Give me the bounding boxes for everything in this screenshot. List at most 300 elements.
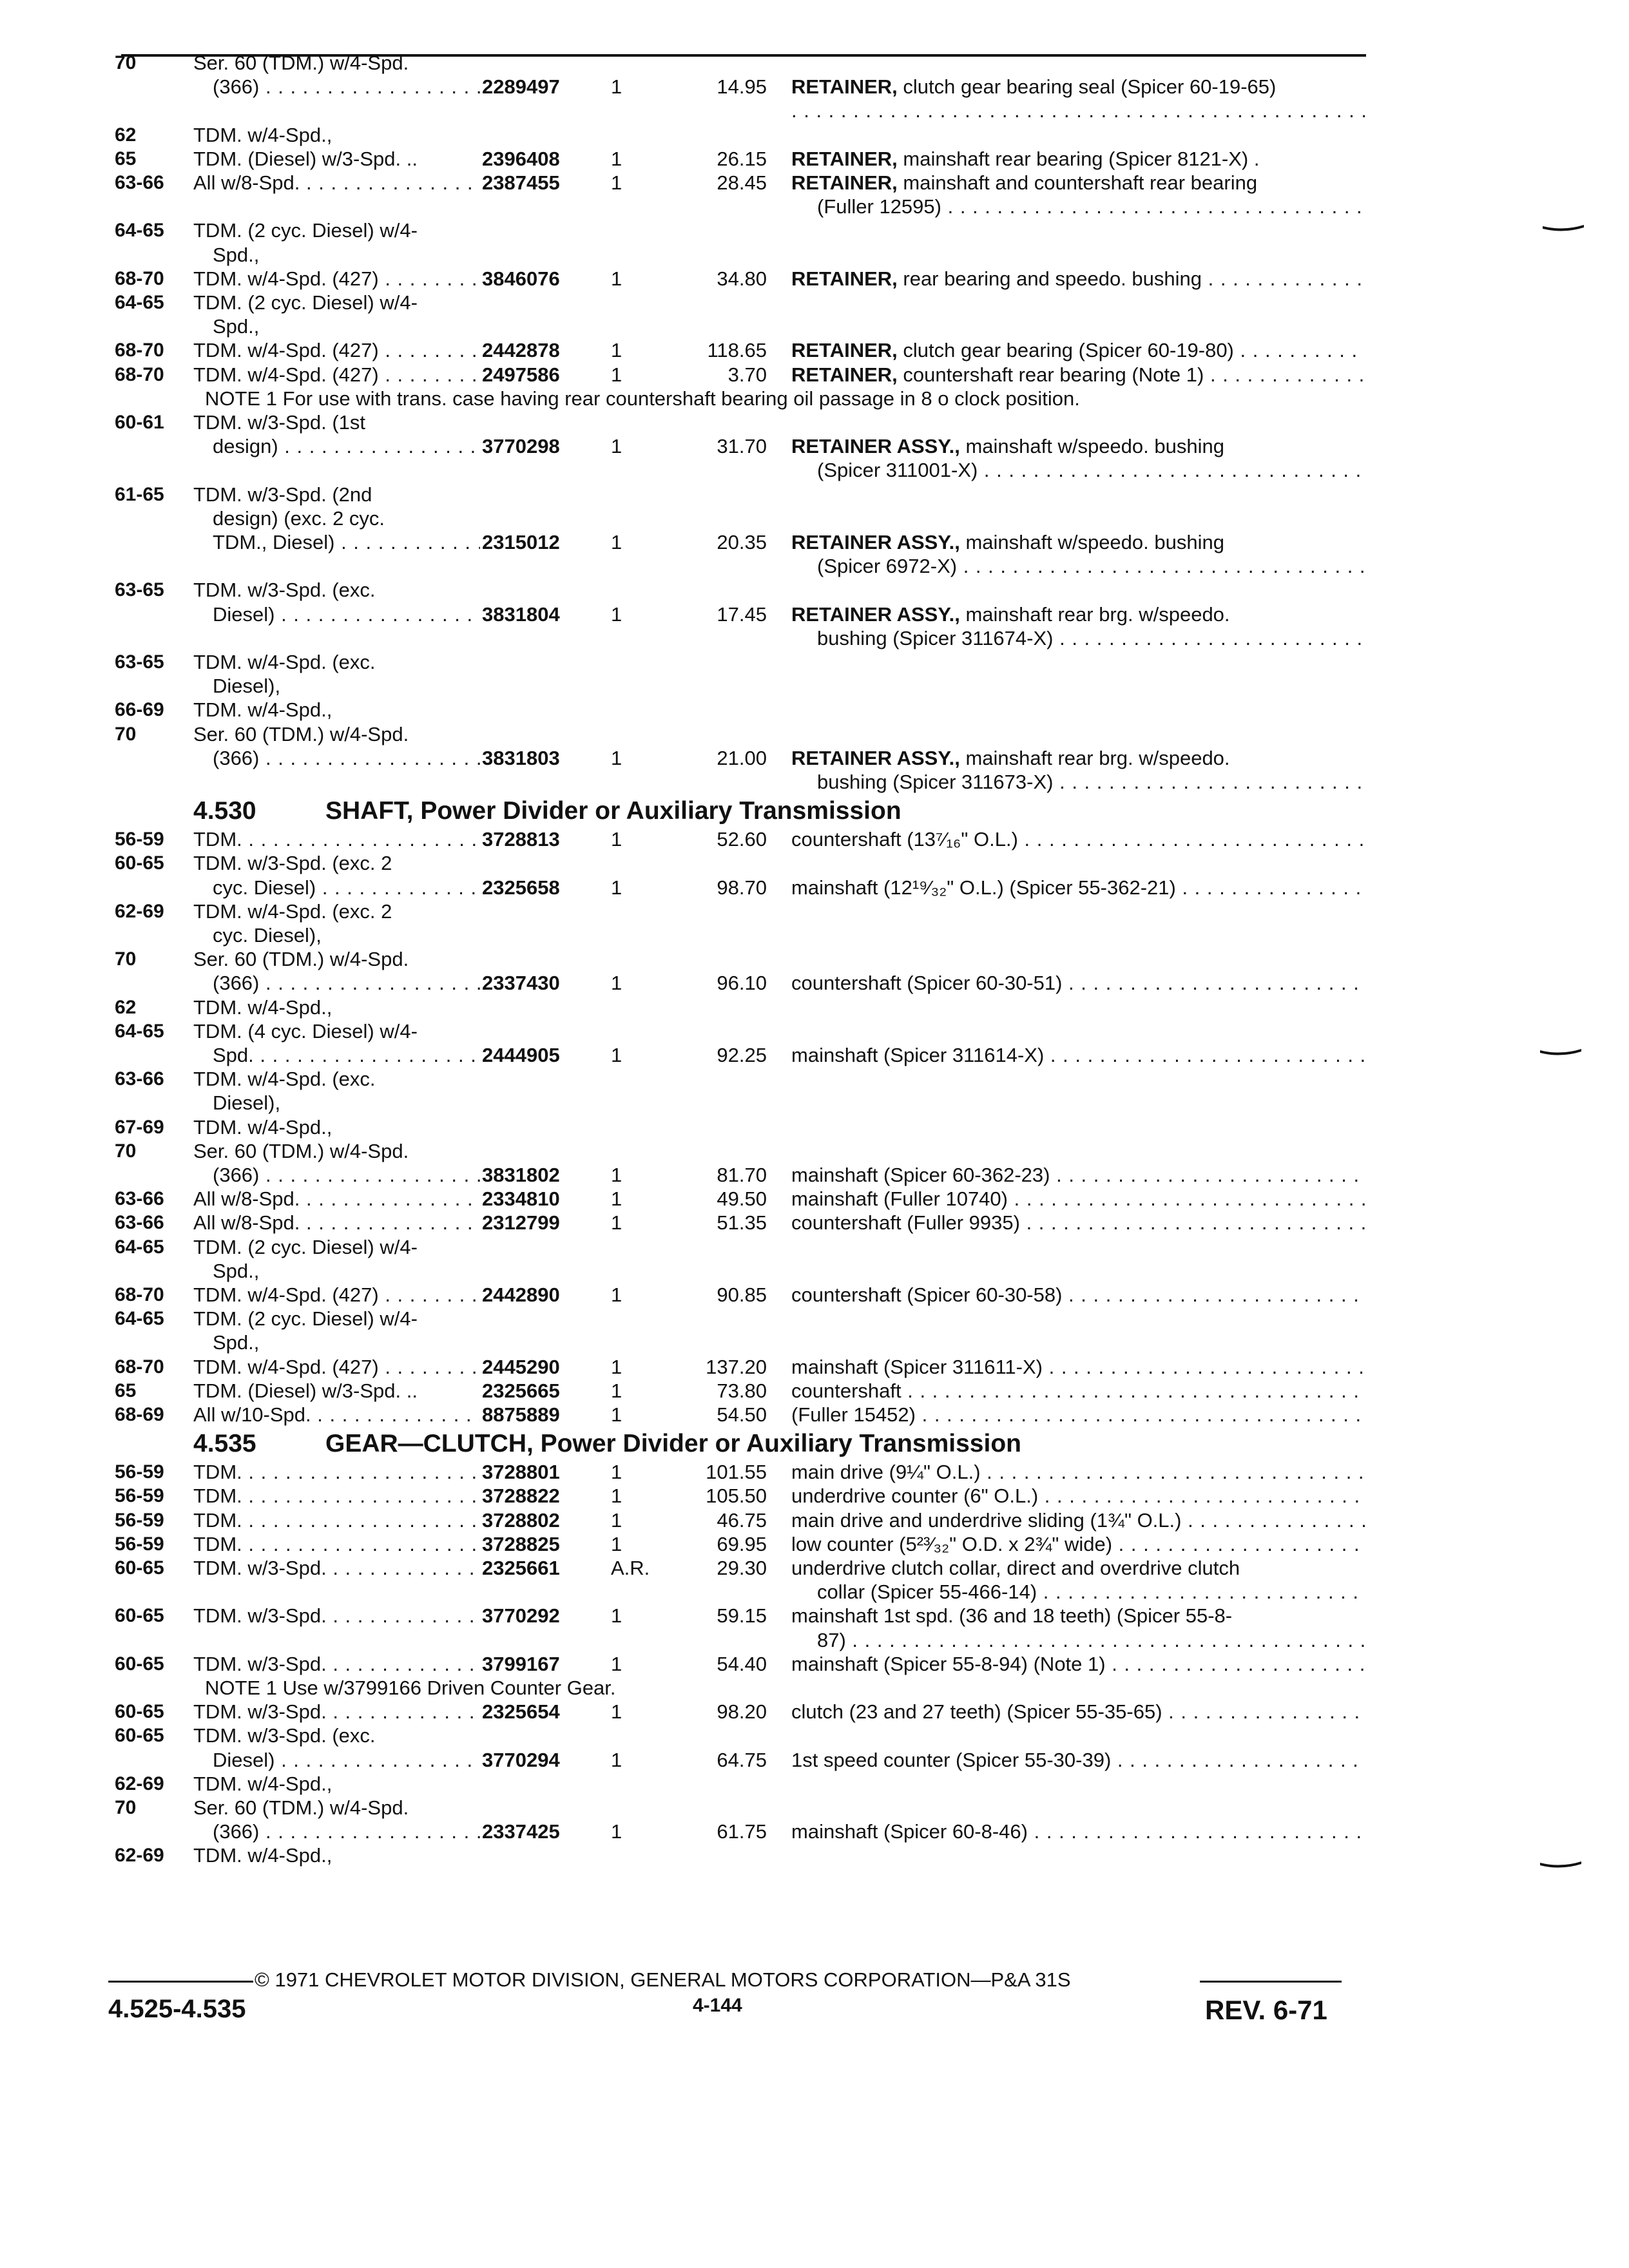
description-text: mainshaft rear brg. w/speedo. (959, 746, 1230, 769)
application (193, 1115, 480, 1140)
price: 59.15 (717, 1604, 767, 1628)
price: 52.60 (717, 828, 767, 851)
description-line (791, 1210, 1365, 1236)
model-years: 56-59 (115, 1485, 164, 1507)
application-text: TDM. w/3-Spd. (exc. (193, 579, 376, 602)
description-line (791, 1354, 1365, 1380)
model-years: 60-65 (115, 1605, 164, 1627)
model-years: 60-65 (115, 1701, 164, 1723)
description-line (791, 1747, 1365, 1773)
description-text: (Spicer 6972-X) (817, 555, 958, 578)
model-years: 63-65 (115, 651, 164, 673)
price: 81.70 (717, 1164, 767, 1186)
description (817, 626, 1365, 651)
model-years: 63-65 (115, 579, 164, 601)
footer-revision: REV. 6-71 (1205, 1995, 1327, 2025)
description-text: mainshaft (Spicer 55-8-94) (Note 1) (791, 1652, 1106, 1675)
part-name: RETAINER, (791, 267, 898, 290)
model-years: 63-66 (115, 1068, 164, 1090)
application (213, 1090, 480, 1116)
model-years: 68-70 (115, 363, 164, 385)
price: 21.00 (717, 746, 767, 769)
description (791, 602, 1365, 628)
quantity: 1 (611, 1604, 622, 1628)
application-text: TDM. . . . (193, 1508, 480, 1533)
application (213, 1747, 480, 1773)
model-years: 60-61 (115, 412, 164, 433)
application (193, 1210, 480, 1236)
application (193, 122, 480, 148)
application-text: TDM., Diesel) . . . (213, 530, 480, 555)
footer-rule-left (108, 1981, 253, 1983)
description (817, 553, 1365, 579)
application-text: TDM. (2 cyc. Diesel) w/4- (193, 1307, 418, 1331)
part-number: 2445290 (482, 1355, 560, 1378)
model-years: 56-59 (115, 1533, 164, 1555)
application-text: TDM. (Diesel) w/3-Spd. .. (193, 1379, 418, 1402)
description-text: 87) (817, 1628, 846, 1651)
part-number: 8875889 (482, 1403, 560, 1426)
application (193, 266, 480, 292)
part-name: RETAINER ASSY., (791, 531, 960, 553)
description-text: mainshaft and countershaft rear bearing (897, 171, 1258, 194)
application (213, 1330, 480, 1356)
description-line (791, 602, 1365, 628)
application (213, 923, 480, 948)
application-text: TDM. w/4-Spd., (193, 698, 333, 722)
description-text: mainshaft w/speedo. bushing (959, 531, 1224, 553)
description-line (791, 1699, 1365, 1725)
application-text: Spd., (213, 1259, 260, 1282)
description-text: underdrive clutch collar, direct and overdrive clutch (791, 1557, 1240, 1579)
model-years: 68-70 (115, 340, 164, 361)
application (193, 1603, 480, 1629)
part-name: RETAINER, (791, 339, 898, 362)
model-years: 60-65 (115, 852, 164, 874)
application (213, 970, 480, 996)
description (791, 338, 1365, 363)
description-line (791, 74, 1365, 100)
description-line (791, 1819, 1365, 1845)
description (791, 74, 1365, 100)
description (791, 1282, 1365, 1308)
application-text: TDM. . . . (193, 1532, 480, 1557)
application-text: TDM. w/3-Spd. (exc. 2 (193, 852, 392, 875)
application-text: TDM. . . . (193, 827, 480, 852)
price: 137.20 (706, 1355, 767, 1378)
description (791, 745, 1365, 771)
description-line (791, 1483, 1365, 1509)
price: 46.75 (717, 1508, 767, 1532)
description-line (791, 1186, 1365, 1212)
description-line (791, 1603, 1365, 1629)
price: 90.85 (717, 1283, 767, 1306)
application (193, 1555, 480, 1581)
model-years: 68-69 (115, 1404, 164, 1425)
description-line (791, 1402, 1365, 1428)
application (193, 338, 480, 363)
model-years: 70 (115, 948, 137, 970)
price: 98.20 (717, 1700, 767, 1724)
price: 105.50 (706, 1485, 767, 1508)
description-text: collar (Spicer 55-466-14) (817, 1581, 1037, 1604)
quantity: 1 (611, 171, 622, 194)
description-text: rear bearing and speedo. bushing (897, 267, 1202, 290)
application (213, 506, 480, 532)
application (193, 50, 480, 76)
description (791, 1459, 1365, 1485)
section-title: GEAR—CLUTCH, Power Divider or Auxiliary Transmission (325, 1430, 1021, 1458)
application (193, 1483, 480, 1509)
model-years: 70 (115, 1797, 137, 1818)
application-text: design) (exc. 2 cyc. (213, 506, 385, 530)
model-years: 63-66 (115, 172, 164, 193)
quantity: 1 (611, 1485, 622, 1508)
application (213, 602, 480, 628)
quantity: 1 (611, 602, 622, 626)
model-years: 64-65 (115, 292, 164, 313)
description-text: mainshaft w/speedo. bushing (959, 435, 1224, 458)
application-text: TDM. (4 cyc. Diesel) w/4- (193, 1019, 418, 1043)
description-text: (Fuller 15452) (791, 1403, 916, 1426)
price: 54.40 (717, 1652, 767, 1675)
part-number: 2396408 (482, 147, 560, 170)
quantity: 1 (611, 1283, 622, 1306)
quantity: 1 (611, 1379, 622, 1402)
description-text: clutch gear bearing seal (Spicer 60-19-65) (897, 75, 1277, 99)
model-years: 64-65 (115, 1308, 164, 1330)
part-number: 3770292 (482, 1604, 560, 1628)
application-text: Diesel) . . . (213, 1747, 480, 1773)
model-years: 64-65 (115, 1236, 164, 1258)
quantity: 1 (611, 746, 622, 769)
application (193, 1235, 480, 1260)
application (193, 170, 480, 196)
application-text: TDM. w/3-Spd. . . . (193, 1555, 480, 1581)
description-line (791, 1555, 1365, 1581)
application-text: TDM. w/4-Spd., (193, 1115, 333, 1139)
application-text: (366) . . . (213, 74, 480, 100)
application-text: TDM. w/3-Spd. (exc. (193, 1724, 376, 1747)
model-years: 56-59 (115, 829, 164, 850)
part-number: 2337425 (482, 1820, 560, 1843)
part-number: 2325661 (482, 1557, 560, 1579)
description-text: mainshaft rear brg. w/speedo. (959, 602, 1230, 626)
part-number: 3770298 (482, 435, 560, 458)
application-text: Ser. 60 (TDM.) w/4-Spd. (193, 722, 409, 745)
application (193, 1771, 480, 1797)
part-number: 3728822 (482, 1485, 560, 1508)
description (791, 1699, 1365, 1725)
part-number: 2289497 (482, 75, 560, 99)
model-years: 62 (115, 124, 137, 146)
description (791, 266, 1365, 292)
description-line (791, 1459, 1365, 1485)
application (213, 434, 480, 459)
application-text: TDM. w/4-Spd., (193, 1844, 333, 1867)
description-text: mainshaft (Fuller 10740) (791, 1187, 1008, 1211)
application-text: All w/8-Spd. . . . (193, 1186, 480, 1212)
footer-section-range: 4.525-4.535 (108, 1995, 246, 2023)
application-text: TDM. (2 cyc. Diesel) w/4- (193, 1235, 418, 1258)
application-text: (366) . . . (213, 970, 480, 996)
model-years: 70 (115, 1140, 137, 1162)
application-text: TDM. w/4-Spd., (193, 1772, 333, 1795)
description-line (817, 457, 1365, 483)
part-number: 3728813 (482, 828, 560, 851)
description-text: clutch (23 and 27 teeth) (Spicer 55-35-65) (791, 1700, 1162, 1724)
application-text: TDM. w/4-Spd. (427) . . . (193, 1354, 480, 1380)
part-number: 3728825 (482, 1532, 560, 1555)
application (193, 649, 480, 675)
application (213, 74, 480, 100)
application (193, 899, 480, 925)
model-years: 64-65 (115, 1020, 164, 1042)
description-line (791, 1282, 1365, 1308)
description-line (791, 266, 1365, 292)
price: 101.55 (706, 1461, 767, 1484)
part-number: 3728801 (482, 1461, 560, 1484)
model-years: 68-70 (115, 267, 164, 289)
description-line (791, 530, 1365, 555)
description (791, 1555, 1365, 1581)
application-text: (366) . . . (213, 1162, 480, 1188)
description-line (791, 434, 1365, 459)
application (193, 362, 480, 388)
price: 73.80 (717, 1379, 767, 1402)
application-text: TDM. . . . (193, 1459, 480, 1485)
quantity: A.R. (611, 1557, 650, 1579)
application (213, 673, 480, 699)
price: 51.35 (717, 1211, 767, 1235)
application-text: Ser. 60 (TDM.) w/4-Spd. (193, 52, 409, 74)
application-text: TDM. w/4-Spd. (427) . . . (193, 266, 480, 292)
application-text: Diesel), (213, 675, 281, 698)
application-text: TDM. w/3-Spd. . . . (193, 1603, 480, 1629)
quantity: 1 (611, 1820, 622, 1843)
description-text: countershaft (Spicer 60-30-58) (791, 1283, 1063, 1306)
part-number: 2334810 (482, 1187, 560, 1211)
application-text: Spd., (213, 315, 260, 338)
part-number: 3831802 (482, 1164, 560, 1186)
application (193, 1795, 480, 1821)
description (791, 98, 1365, 124)
binder-mark-1 (1543, 224, 1584, 233)
application (213, 1162, 480, 1188)
description-line (817, 1579, 1365, 1605)
part-number: 3728802 (482, 1508, 560, 1532)
description (817, 457, 1365, 483)
description-line (817, 194, 1365, 220)
description-line (817, 553, 1365, 579)
model-years: 62-69 (115, 1845, 164, 1867)
model-years: 68-70 (115, 1356, 164, 1378)
application (193, 1699, 480, 1725)
description-text: mainshaft rear bearing (Spicer 8121-X) . (897, 147, 1260, 170)
quantity: 1 (611, 363, 622, 386)
application (193, 947, 480, 972)
description-text: bushing (Spicer 311673-X) (817, 771, 1054, 793)
application (193, 1459, 480, 1485)
description-text: mainshaft (Spicer 60-362-23) (791, 1164, 1050, 1186)
price: 31.70 (717, 435, 767, 458)
section-number: 4.535 (193, 1430, 256, 1458)
application (213, 1819, 480, 1845)
model-years: 70 (115, 723, 137, 745)
application (193, 577, 480, 603)
quantity: 1 (611, 147, 622, 170)
part-number: 2444905 (482, 1044, 560, 1066)
application-text: Spd. . . . (213, 1043, 480, 1068)
description-line (791, 98, 1365, 124)
quantity: 1 (611, 876, 622, 899)
model-years: 65 (115, 148, 137, 169)
application-text: cyc. Diesel), (213, 924, 322, 947)
description-line (817, 769, 1365, 795)
price: 17.45 (717, 602, 767, 626)
description (791, 875, 1365, 901)
part-number: 2325665 (482, 1379, 560, 1402)
quantity: 1 (611, 1532, 622, 1555)
part-name: RETAINER, (791, 171, 898, 194)
application-text: TDM. w/4-Spd. (427) . . . (193, 338, 480, 363)
quantity: 1 (611, 1164, 622, 1186)
application (213, 242, 480, 268)
application (193, 1378, 480, 1404)
model-years: 60-65 (115, 1557, 164, 1579)
binder-mark-2 (1540, 1048, 1581, 1057)
application-text: TDM. w/4-Spd. (exc. 2 (193, 899, 392, 923)
quantity: 1 (611, 1044, 622, 1066)
part-number: 3799167 (482, 1652, 560, 1675)
part-name: RETAINER ASSY., (791, 435, 960, 458)
description (791, 170, 1365, 196)
price: 20.35 (717, 531, 767, 553)
application (213, 1258, 480, 1284)
model-years: 62-69 (115, 1773, 164, 1794)
application (213, 1043, 480, 1068)
price: 3.70 (728, 363, 767, 386)
application (193, 1019, 480, 1044)
description-line (817, 626, 1365, 651)
application-text: Spd., (213, 1331, 260, 1354)
description (791, 1354, 1365, 1380)
description (791, 1043, 1365, 1068)
application (193, 1186, 480, 1212)
price: 96.10 (717, 972, 767, 995)
application (193, 1508, 480, 1533)
part-number: 2497586 (482, 363, 560, 386)
quantity: 1 (611, 1748, 622, 1771)
quantity: 1 (611, 1187, 622, 1211)
description (791, 146, 1365, 172)
price: 61.75 (717, 1820, 767, 1843)
application-text: TDM. w/4-Spd. (427) . . . (193, 1282, 480, 1308)
application (193, 1723, 480, 1749)
description (791, 362, 1365, 388)
description-line (791, 1043, 1365, 1068)
price: 92.25 (717, 1044, 767, 1066)
application (193, 290, 480, 316)
application-text: TDM. w/3-Spd. (1st (193, 411, 365, 434)
quantity: 1 (611, 1403, 622, 1426)
part-number: 2312799 (482, 1211, 560, 1235)
application-text: Ser. 60 (TDM.) w/4-Spd. (193, 1139, 409, 1162)
description-line (791, 827, 1365, 852)
description-line (791, 1651, 1365, 1677)
part-number: 2337430 (482, 972, 560, 995)
model-years: 64-65 (115, 220, 164, 242)
description-text: mainshaft (12¹⁹⁄₃₂" O.L.) (Spicer 55-362-21) (791, 876, 1176, 899)
price: 26.15 (717, 147, 767, 170)
application (193, 410, 480, 436)
part-number: 3831803 (482, 746, 560, 769)
model-years: 56-59 (115, 1509, 164, 1531)
application-text: Ser. 60 (TDM.) w/4-Spd. (193, 948, 409, 971)
application-text: TDM. w/3-Spd. (2nd (193, 483, 372, 506)
description-text: mainshaft (Spicer 311611-X) (791, 1355, 1043, 1378)
application-text: TDM. w/4-Spd. (427) . . . (193, 362, 480, 388)
description-text: main drive and underdrive sliding (1¾" O.L.) (791, 1508, 1182, 1532)
price: 69.95 (717, 1532, 767, 1555)
description (791, 1819, 1365, 1845)
application-text: TDM. w/4-Spd. (exc. (193, 1068, 376, 1091)
quantity: 1 (611, 1508, 622, 1532)
application (213, 314, 480, 340)
application-text: Diesel) . . . (213, 602, 480, 628)
description-text: countershaft (791, 1379, 901, 1402)
description (791, 530, 1365, 555)
application-text: TDM. (2 cyc. Diesel) w/4- (193, 219, 418, 242)
description (791, 1186, 1365, 1212)
application (193, 1282, 480, 1308)
section-title: SHAFT, Power Divider or Auxiliary Transmission (325, 797, 901, 825)
quantity: 1 (611, 531, 622, 553)
description-line (791, 362, 1365, 388)
part-name: RETAINER, (791, 363, 898, 386)
model-years: 62 (115, 996, 137, 1018)
application-text: All w/8-Spd. . . . (193, 1210, 480, 1236)
application-text: Diesel), (213, 1091, 281, 1115)
description-line (791, 1378, 1365, 1404)
model-years: 65 (115, 1379, 137, 1401)
footer-page-number: 4-144 (693, 1995, 742, 2016)
description (791, 1603, 1365, 1629)
quantity: 1 (611, 1461, 622, 1484)
section-number: 4.530 (193, 797, 256, 825)
quantity: 1 (611, 828, 622, 851)
model-years: 63-66 (115, 1188, 164, 1210)
part-name: RETAINER ASSY., (791, 746, 960, 769)
model-years: 66-69 (115, 699, 164, 721)
price: 34.80 (717, 267, 767, 290)
application-text: TDM. w/4-Spd., (193, 995, 333, 1019)
description-text: mainshaft (Spicer 311614-X) (791, 1044, 1045, 1066)
application-text: TDM. . . . (193, 1483, 480, 1509)
application (193, 482, 480, 508)
part-name: RETAINER, (791, 147, 898, 170)
model-years: 61-65 (115, 483, 164, 505)
application-text: Spd., (213, 243, 260, 266)
description (791, 1483, 1365, 1509)
description-line (791, 1162, 1365, 1188)
model-years: 67-69 (115, 1116, 164, 1138)
price: 28.45 (717, 171, 767, 194)
quantity: 1 (611, 339, 622, 362)
application-text: TDM. w/3-Spd. . . . (193, 1651, 480, 1677)
description-text: clutch gear bearing (Spicer 60-19-80) (897, 339, 1234, 362)
description (791, 970, 1365, 996)
